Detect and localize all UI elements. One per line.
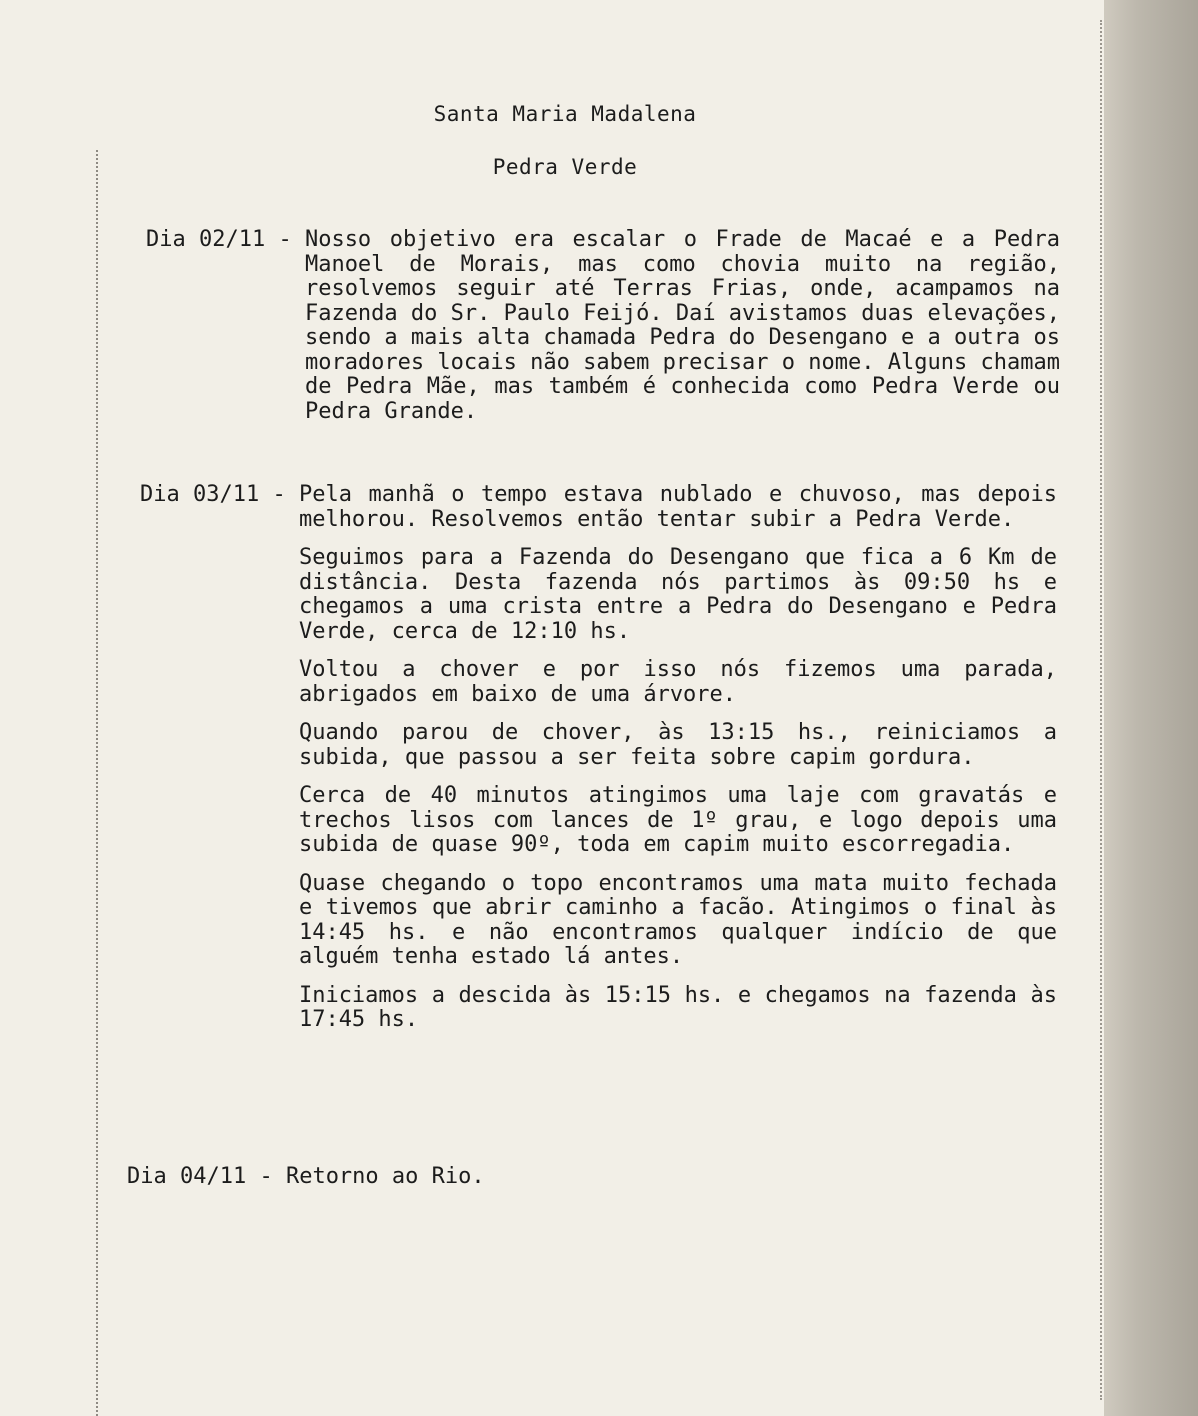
entry-day-label: Dia 04/11 - xyxy=(127,1164,286,1189)
entry-paragraph: Nosso objetivo era escalar o Frade de Macaé e a Pedra Manoel de Morais, mas como chovia muito na região, resolvemos seguir até Terras Frias, onde, acampamos na Fazenda do Sr. Paulo Feijó. Daí avistamos duas elevações, sendo a mais alta chamada Pedra do Desengano e a outra os moradores locais não sabem precisar o nome. Alguns chamam de Pedra Mãe, mas também é conhecida como Pedra Verde ou Pedra Grande. xyxy=(304,227,1060,424)
document-title: Santa Maria Madalena xyxy=(433,102,697,126)
entry-paragraph: Iniciamos a descida às 15:15 hs. e chegamos na fazenda às 17:45 hs. xyxy=(298,982,1057,1032)
diary-entry-day-1 xyxy=(146,228,1060,424)
page-edge-shadow xyxy=(1104,0,1198,1416)
entry-paragraph: Cerca de 40 minutos atingimos uma laje com gravatás e trechos lisos com lances de 1º grau, e logo depois uma subida de quase 90º, toda em capim muito escorregadia. xyxy=(298,783,1057,857)
diary-entry-day-3 xyxy=(127,1165,686,1190)
binder-perforation xyxy=(96,150,98,1416)
page-fold-line xyxy=(1100,20,1102,1400)
entry-day-label: Dia 02/11 - xyxy=(146,227,305,252)
entry-paragraph: Pela manhã o tempo estava nublado e chuvoso, mas depois melhorou. Resolvemos então tentar subir a Pedra Verde. xyxy=(298,482,1057,532)
entry-paragraph: Voltou a chover e por isso nós fizemos uma parada, abrigados em baixo de uma árvore. xyxy=(298,657,1057,707)
entry-paragraph: Retorno ao Rio. xyxy=(285,1164,485,1189)
entry-paragraph: Seguimos para a Fazenda do Desengano que fica a 6 Km de distância. Desta fazenda nós partimos às 09:50 hs e chegamos a uma crista entre a Pedra do Desengano e Pedra Verde, cerca de 12:10 hs. xyxy=(298,545,1057,644)
entry-paragraph: Quando parou de chover, às 13:15 hs., reiniciamos a subida, que passou a ser feita sobre capim gordura. xyxy=(298,720,1057,770)
entry-body xyxy=(286,1165,686,1190)
entry-body xyxy=(305,228,1060,424)
entry-day-label: Dia 03/11 - xyxy=(140,482,299,507)
entry-body xyxy=(299,483,1057,1033)
document-subtitle: Pedra Verde xyxy=(492,155,638,179)
entry-paragraph: Quase chegando o topo encontramos uma mata muito fechada e tivemos que abrir caminho a facão. Atingimos o final às 14:45 hs. e não encontramos qualquer indício de que alguém tenha estado lá antes. xyxy=(298,870,1057,969)
diary-entry-day-2 xyxy=(140,483,1057,1033)
